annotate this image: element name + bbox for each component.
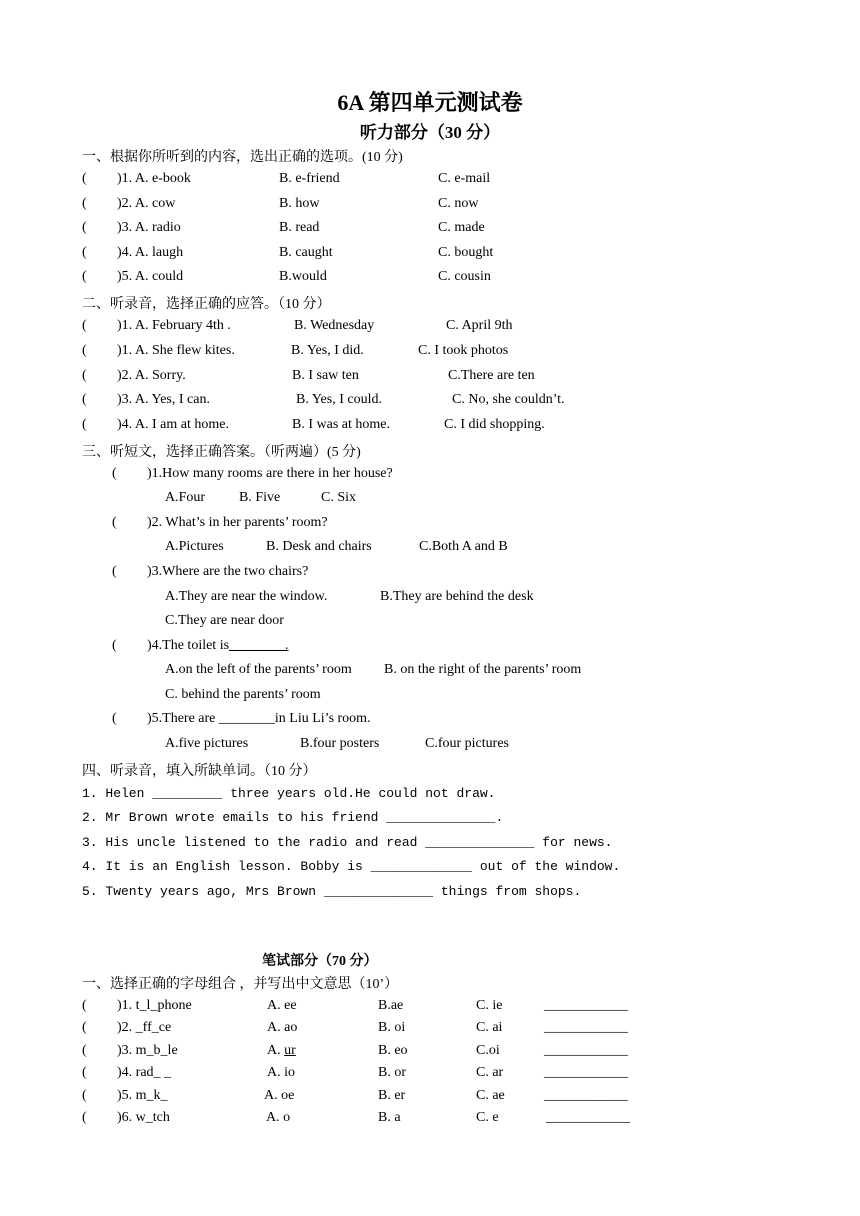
option-c: C. cousin [438,269,491,284]
question-1: )1.How many rooms are there in her house? [147,466,393,481]
option-b: B. a [378,1110,401,1125]
option-a-underlined: ur [284,1043,296,1058]
paren: ( [82,343,87,358]
page-title: 6A 第四单元测试卷 [337,90,523,115]
paren: ( [112,711,117,726]
word: )4. rad_ _ [117,1065,172,1080]
paren: ( [82,1065,87,1080]
question-5 [147,711,371,727]
paren: ( [112,564,117,579]
option-a [267,1043,296,1059]
word: )2. _ff_ce [117,1020,172,1035]
option-a: )2. A. Sorry. [117,368,186,383]
written-heading: 一、选择正确的字母组合 ，并写出中文意思（10’） [82,977,399,992]
option-c: C. e-mail [438,171,491,186]
option-b: B.would [279,269,327,284]
fill-line-1: 1. Helen _________ three years old.He could not draw. [82,786,496,801]
option-a: )5. A. could [117,269,184,284]
option-a-label: A. [267,1043,285,1058]
option-b: B. how [279,196,320,211]
option-a: A. ee [267,998,297,1013]
option-a: )4. A. I am at home. [117,417,229,432]
q4-option-c: C. behind the parents’ room [165,687,321,702]
option-a: A. io [267,1065,295,1080]
paren: ( [112,638,117,653]
paren: ( [82,1088,87,1103]
option-c: C.oi [476,1043,500,1058]
paren: ( [82,171,87,186]
fill-line-5: 5. Twenty years ago, Mrs Brown ______________ things from shops. [82,884,582,899]
q1-option-a: A.Four [165,490,206,505]
meaning-blank: ____________ [544,1020,628,1035]
meaning-blank: ____________ [544,1043,628,1058]
paren: ( [82,1043,87,1058]
option-a: )1. A. e-book [117,171,191,186]
option-b: B.ae [378,998,404,1013]
fill-line-3: 3. His uncle listened to the radio and read ______________ for news. [82,835,613,850]
q3-option-a: A.They are near the window. [165,589,328,604]
option-a: )4. A. laugh [117,245,184,260]
meaning-blank: ____________ [546,1110,630,1125]
q2-option-a: A.Pictures [165,539,224,554]
word: )5. m_k_ [117,1088,168,1103]
paren: ( [82,417,87,432]
option-a: A. oe [264,1088,295,1103]
option-c: C. ar [476,1065,504,1080]
q1-option-c: C. Six [321,490,357,505]
option-b: B. e-friend [279,171,340,186]
option-c: C. ae [476,1088,505,1103]
paren: ( [82,1110,87,1125]
paren: ( [82,1020,87,1035]
option-a: A. o [266,1110,291,1125]
option-a: )3. A. radio [117,220,181,235]
word: )3. m_b_le [117,1043,178,1058]
q5-option-c: C.four pictures [425,736,509,751]
q2-option-c: C.Both A and B [419,539,508,554]
section3-heading: 三、听短文，选择正确答案。（听两遍）(5 分) [82,445,361,460]
paren: ( [112,466,117,481]
meaning-blank: ____________ [544,1065,628,1080]
section4-heading: 四、听录音，填入所缺单词。（10 分） [82,764,317,779]
q4-option-b: B. on the right of the parents’ room [384,662,582,677]
meaning-blank: ____________ [544,1088,628,1103]
option-b: B. read [279,220,320,235]
q5-option-a: A.five pictures [165,736,249,751]
question-4-blank: ________. [229,638,289,653]
option-b: B. I was at home. [292,417,390,432]
option-c: C. now [438,196,479,211]
paren: ( [112,515,117,530]
q2-option-b: B. Desk and chairs [266,539,372,554]
option-b: B. or [378,1065,406,1080]
fill-line-2: 2. Mr Brown wrote emails to his friend ______________. [82,810,504,825]
paren: ( [82,392,87,407]
option-c: C. I took photos [418,343,509,358]
option-b: B. caught [279,245,333,260]
word: )1. t_l_phone [117,998,192,1013]
meaning-blank: ____________ [544,998,628,1013]
question-3: )3.Where are the two chairs? [147,564,309,579]
option-a: )1. A. She flew kites. [117,343,235,358]
listening-title: 听力部分（30 分） [359,123,501,142]
option-b: B. er [378,1088,406,1103]
paren: ( [82,998,87,1013]
word: )6. w_tch [117,1110,170,1125]
paren: ( [82,196,87,211]
option-c: C. e [476,1110,499,1125]
q3-option-c: C.They are near door [165,613,284,628]
question-5-post: in Liu Li’s room. [274,711,371,726]
option-b: B. I saw ten [292,368,359,383]
question-4-text: )4.The toilet is [147,638,230,653]
question-5-pre: )5.There are [147,711,219,726]
option-c: C. ie [476,998,503,1013]
option-c: C. No, she couldn’t. [452,392,565,407]
option-c: C. April 9th [446,318,513,333]
question-5-blank: ________ [218,711,275,726]
option-c: C. ai [476,1020,503,1035]
q4-option-a: A.on the left of the parents’ room [165,662,352,677]
option-c: C.There are ten [448,368,535,383]
option-b: B. eo [378,1043,408,1058]
option-a: )2. A. cow [117,196,176,211]
paren: ( [82,220,87,235]
fill-line-4: 4. It is an English lesson. Bobby is _____________ out of the window. [82,859,621,874]
question-4 [147,638,289,654]
written-title: 笔试部分（70 分） [262,954,378,969]
option-b: B. Yes, I could. [296,392,382,407]
paren: ( [82,318,87,333]
question-2: )2. What’s in her parents’ room? [147,515,328,530]
section1-heading: 一、根据你所听到的内容，选出正确的选项。(10 分) [82,150,403,165]
q5-option-b: B.four posters [300,736,380,751]
option-b: B. oi [378,1020,406,1035]
option-a: )1. A. February 4th . [117,318,231,333]
option-c: C. made [438,220,485,235]
option-c: C. bought [438,245,494,260]
option-c: C. I did shopping. [444,417,545,432]
q3-option-b: B.They are behind the desk [380,589,534,604]
paren: ( [82,368,87,383]
option-b: B. Yes, I did. [291,343,364,358]
option-a: )3. A. Yes, I can. [117,392,210,407]
paren: ( [82,269,87,284]
option-a: A. ao [267,1020,298,1035]
paren: ( [82,245,87,260]
q1-option-b: B. Five [239,490,281,505]
section2-heading: 二、听录音，选择正确的应答。（10 分） [82,297,331,312]
option-b: B. Wednesday [294,318,375,333]
